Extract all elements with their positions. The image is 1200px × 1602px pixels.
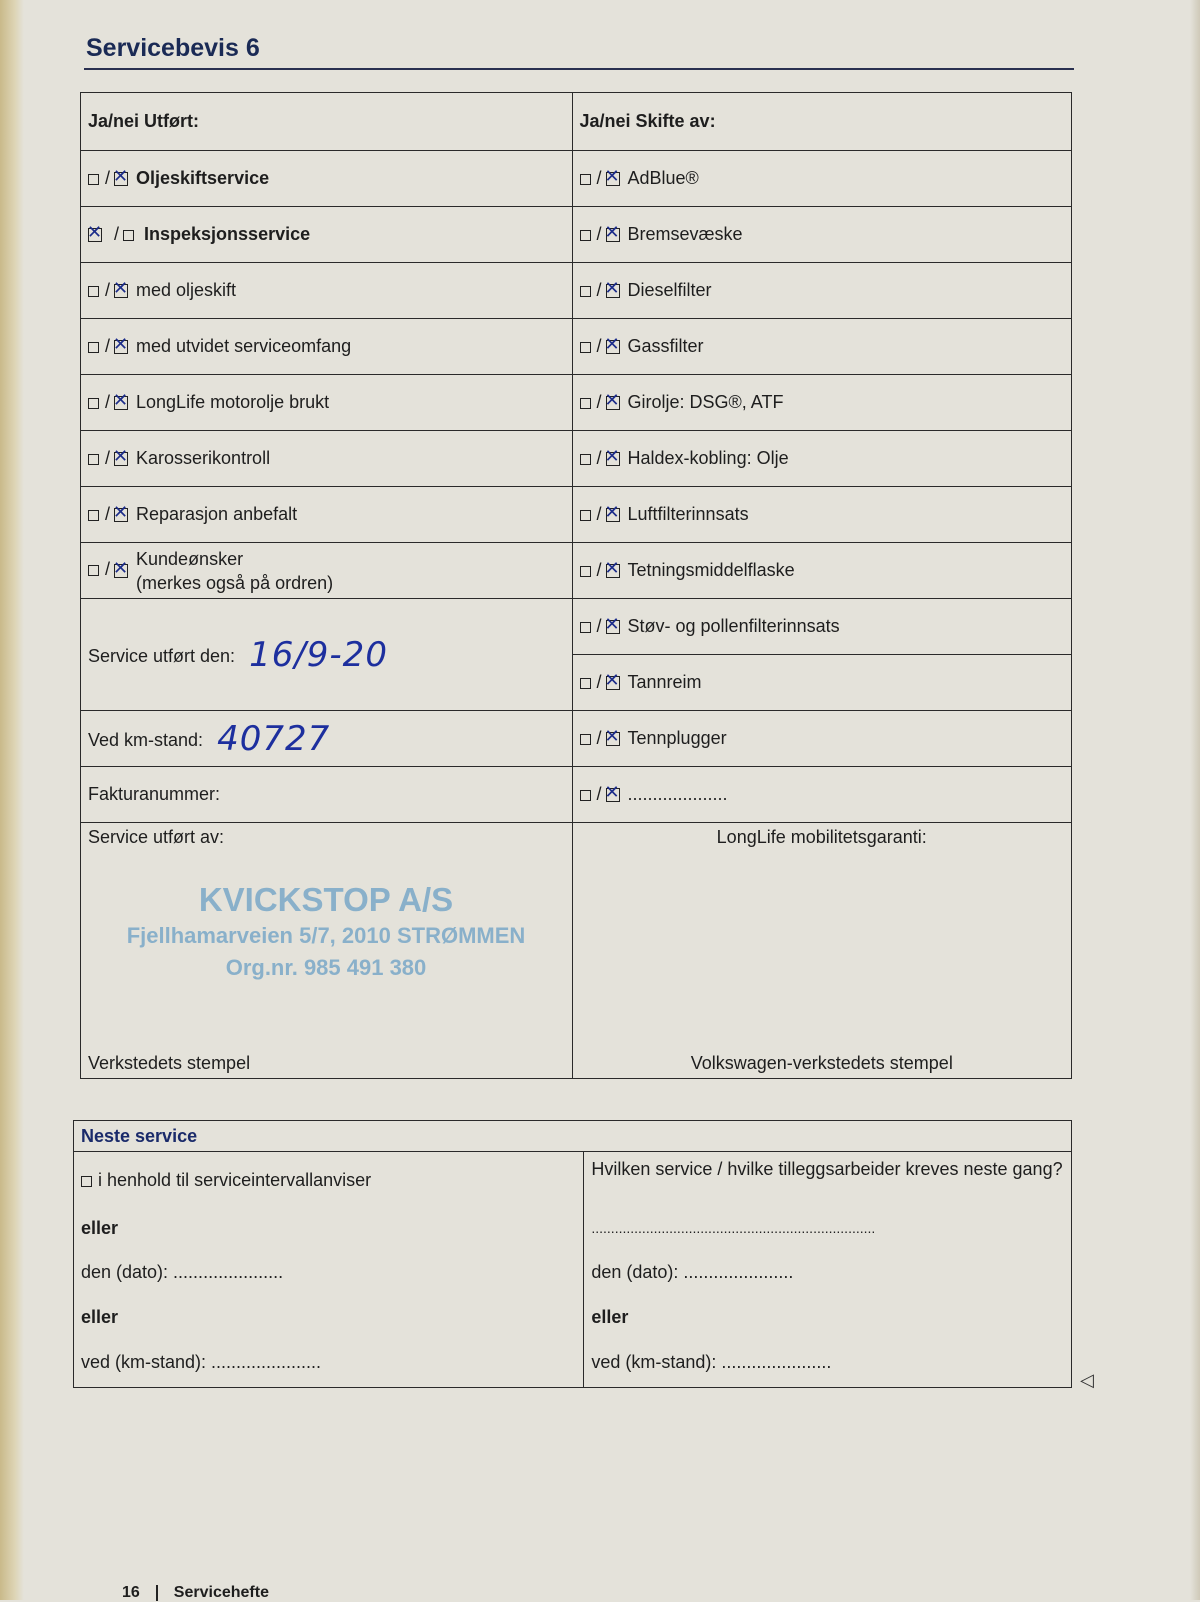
checked-box-icon[interactable] xyxy=(606,788,620,802)
km-handwritten[interactable]: 40727 xyxy=(217,718,331,759)
checkbox-icon[interactable] xyxy=(580,230,591,241)
right-header: Ja/nei Skifte av: xyxy=(572,93,1072,151)
next-answer-line[interactable]: ......................................................................... xyxy=(591,1220,876,1236)
right-item: /✕ Tetningsmiddelflaske xyxy=(572,543,1072,599)
checkbox-icon[interactable] xyxy=(580,174,591,185)
right-item: /✕ Bremsevæske xyxy=(572,207,1072,263)
checkbox-icon[interactable] xyxy=(580,342,591,353)
page-number: 16 xyxy=(122,1584,140,1601)
right-item-label: Bremsevæske xyxy=(627,224,743,244)
checked-box-icon[interactable] xyxy=(606,564,620,578)
checked-box-icon[interactable] xyxy=(114,172,128,186)
right-item: /✕ Luftfilterinnsats xyxy=(572,487,1072,543)
right-item-label: Haldex-kobling: Olje xyxy=(627,448,789,468)
page-binding-edge xyxy=(0,0,24,1600)
checked-box-icon[interactable] xyxy=(606,676,620,690)
left-item-label: Karosserikontroll xyxy=(136,448,271,468)
checked-box-icon[interactable] xyxy=(114,340,128,354)
checkbox-icon[interactable] xyxy=(580,622,591,633)
service-table xyxy=(80,92,1072,1079)
right-item-label: AdBlue® xyxy=(627,168,699,188)
eller-label: eller xyxy=(81,1218,119,1238)
next-date-right[interactable]: den (dato): ...................... xyxy=(591,1262,794,1282)
checkbox-icon[interactable] xyxy=(88,286,99,297)
checkbox-icon[interactable] xyxy=(580,734,591,745)
checked-box-icon[interactable] xyxy=(606,396,620,410)
right-item: /✕ Tennplugger xyxy=(572,711,1072,767)
left-item: /✕ med utvidet serviceomfang xyxy=(81,319,573,375)
checkbox-icon[interactable] xyxy=(88,510,99,521)
checked-box-icon[interactable] xyxy=(114,564,128,578)
vw-stamp-cell xyxy=(572,823,1072,1079)
left-item-label: Oljeskiftservice xyxy=(136,168,270,188)
left-item: /✕Kundeønsker (merkes også på ordren) xyxy=(81,543,573,599)
right-item-label: Tetningsmiddelflaske xyxy=(627,560,795,580)
title-rule xyxy=(84,68,1074,70)
checked-box-icon[interactable] xyxy=(606,620,620,634)
right-item-label: .................... xyxy=(627,784,728,804)
right-item-label: Luftfilterinnsats xyxy=(627,504,749,524)
checked-box-icon[interactable] xyxy=(114,508,128,522)
footer-label: Servicehefte xyxy=(173,1584,269,1601)
left-item-label: med oljeskift xyxy=(136,280,237,300)
page-right-edge xyxy=(1190,0,1200,1600)
checkbox-icon[interactable] xyxy=(88,565,99,576)
right-item-label: Girolje: DSG®, ATF xyxy=(627,392,784,412)
stamp-company: KVICKSTOP A/S xyxy=(198,881,454,918)
page-title: Servicebevis 6 xyxy=(86,34,260,62)
next-km-right[interactable]: ved (km-stand): ...................... xyxy=(591,1352,832,1372)
next-question: Hvilken service / hvilke tilleggsarbeider kreves neste gang? xyxy=(591,1159,1063,1179)
next-date-left[interactable]: den (dato): ...................... xyxy=(81,1262,284,1282)
right-item-label: Gassfilter xyxy=(627,336,704,356)
workshop-stamp-cell xyxy=(81,823,573,1079)
km-cell xyxy=(81,711,573,767)
right-item: /✕ Tannreim xyxy=(572,655,1072,711)
checkbox-icon[interactable] xyxy=(580,286,591,297)
checkbox-icon[interactable] xyxy=(580,398,591,409)
checked-box-icon[interactable] xyxy=(606,228,620,242)
left-item-label: med utvidet serviceomfang xyxy=(136,336,352,356)
workshop-stamp xyxy=(101,881,551,981)
left-item: /✕ LongLife motorolje brukt xyxy=(81,375,573,431)
next-service-right xyxy=(584,1152,1072,1388)
checked-box-icon[interactable] xyxy=(114,396,128,410)
vw-stamp-label: Volkswagen-verkstedets stempel xyxy=(690,1053,953,1073)
checked-box-icon[interactable] xyxy=(88,228,102,242)
right-item: /✕ Støv- og pollenfilterinnsats xyxy=(572,599,1072,655)
checkbox-icon[interactable] xyxy=(580,566,591,577)
right-item: /✕ .................... xyxy=(572,767,1072,823)
eller-label: eller xyxy=(591,1307,629,1327)
right-item-label: Støv- og pollenfilterinnsats xyxy=(627,616,840,636)
right-item: /✕ Gassfilter xyxy=(572,319,1072,375)
checked-box-icon[interactable] xyxy=(114,452,128,466)
next-km-left[interactable]: ved (km-stand): ...................... xyxy=(81,1352,322,1372)
checkbox-icon[interactable] xyxy=(81,1176,92,1187)
left-item: /✕ med oljeskift xyxy=(81,263,573,319)
checked-box-icon[interactable] xyxy=(114,284,128,298)
longlife-label: LongLife mobilitetsgaranti: xyxy=(716,827,927,847)
checkbox-icon[interactable] xyxy=(580,790,591,801)
km-label: Ved km-stand: xyxy=(88,729,204,750)
checkbox-icon[interactable] xyxy=(580,678,591,689)
right-item-label: Tannreim xyxy=(627,672,702,692)
right-item: /✕ Dieselfilter xyxy=(572,263,1072,319)
checked-box-icon[interactable] xyxy=(606,732,620,746)
checked-box-icon[interactable] xyxy=(606,452,620,466)
left-item: /✕ Reparasjon anbefalt xyxy=(81,487,573,543)
right-item: /✕ Girolje: DSG®, ATF xyxy=(572,375,1072,431)
checked-box-icon[interactable] xyxy=(606,340,620,354)
checkbox-icon[interactable] xyxy=(123,230,134,241)
service-date-handwritten[interactable]: 16/9-20 xyxy=(249,634,388,675)
right-item-label: Dieselfilter xyxy=(627,280,712,300)
left-item-label: Kundeønsker xyxy=(136,548,244,569)
checkbox-icon[interactable] xyxy=(88,398,99,409)
page-footer xyxy=(122,1584,269,1602)
left-item-label: Reparasjon anbefalt xyxy=(136,504,298,524)
left-item: /✕ Karosserikontroll xyxy=(81,431,573,487)
service-date-label: Service utført den: xyxy=(88,645,236,666)
left-header: Ja/nei Utført: xyxy=(81,93,573,151)
service-date-cell xyxy=(81,599,573,711)
next-service-table xyxy=(73,1120,1072,1388)
invoice-label: Fakturanummer: xyxy=(88,784,221,804)
interval-label: i henhold til serviceintervallanviser xyxy=(98,1170,372,1190)
left-item: ✕/ Inspeksjonsservice xyxy=(81,207,573,263)
checkbox-icon[interactable] xyxy=(580,454,591,465)
right-item-label: Tennplugger xyxy=(627,728,727,748)
eller-label: eller xyxy=(81,1307,119,1327)
checkbox-icon[interactable] xyxy=(88,454,99,465)
workshop-stamp-label: Verkstedets stempel xyxy=(88,1053,251,1073)
checked-box-icon[interactable] xyxy=(606,508,620,522)
right-item: /✕ AdBlue® xyxy=(572,151,1072,207)
checked-box-icon[interactable] xyxy=(606,172,620,186)
performed-by-label: Service utført av: xyxy=(88,827,225,847)
checkbox-icon[interactable] xyxy=(580,510,591,521)
left-item-label: LongLife motorolje brukt xyxy=(136,392,330,412)
left-item-sublabel: (merkes også på ordren) xyxy=(136,572,334,593)
continue-arrow-icon: ◁ xyxy=(1080,1370,1094,1390)
stamp-orgnr: Org.nr. 985 491 380 xyxy=(225,955,427,980)
checked-box-icon[interactable] xyxy=(606,284,620,298)
checkbox-icon[interactable] xyxy=(88,342,99,353)
right-item: /✕ Haldex-kobling: Olje xyxy=(572,431,1072,487)
checkbox-icon[interactable] xyxy=(88,174,99,185)
next-service-left xyxy=(74,1152,584,1388)
footer-separator xyxy=(156,1585,158,1601)
invoice-cell xyxy=(81,767,573,823)
next-service-header: Neste service xyxy=(74,1121,1072,1152)
left-item: /✕ Oljeskiftservice xyxy=(81,151,573,207)
left-item-label: Inspeksjonsservice xyxy=(144,224,311,244)
stamp-address: Fjellhamarveien 5/7, 2010 STRØMMEN xyxy=(126,923,526,948)
